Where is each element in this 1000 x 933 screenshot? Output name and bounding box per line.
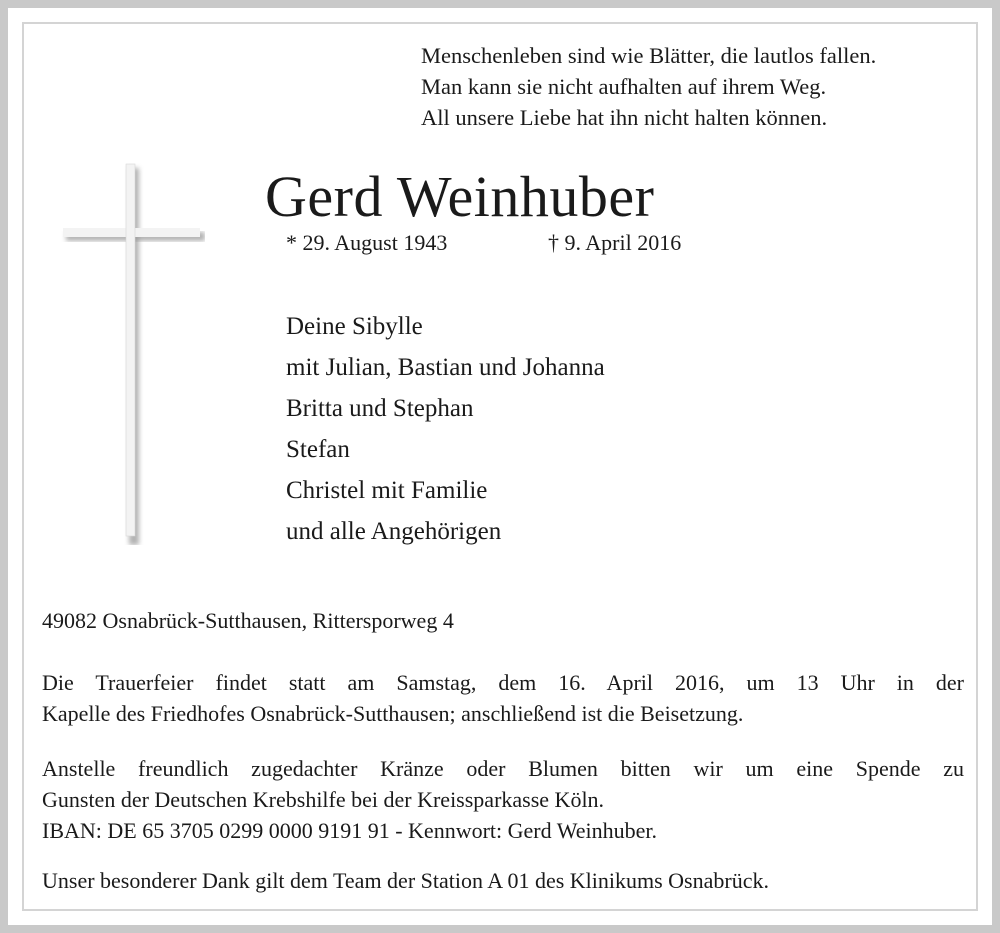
deceased-name: Gerd Weinhuber xyxy=(265,164,655,229)
mourner-line: Christel mit Familie xyxy=(286,477,488,504)
donation-line: IBAN: DE 65 3705 0299 0000 9191 91 - Kennwort: Gerd Weinhuber. xyxy=(42,818,657,843)
address: 49082 Osnabrück-Sutthausen, Rittersporweg 4 xyxy=(42,608,454,633)
mourner-line: Stefan xyxy=(286,436,350,463)
birth-date: * 29. August 1943 xyxy=(286,230,448,255)
thanks-note xyxy=(42,865,964,896)
thanks-line: Unser besonderer Dank gilt dem Team der Station A 01 des Klinikums Osnabrück. xyxy=(42,868,769,893)
donation-line: Anstelle freundlich zugedachter Kränze oder Blumen bitten wir um eine Spende zu xyxy=(42,756,964,781)
mourner-line: mit Julian, Bastian und Johanna xyxy=(286,354,605,381)
funeral-line: Die Trauerfeier findet statt am Samstag, dem 16. April 2016, um 13 Uhr in der xyxy=(42,670,964,695)
poem-line: All unsere Liebe hat ihn nicht halten können. xyxy=(421,105,828,130)
mourners-list xyxy=(286,306,605,552)
donation-notice xyxy=(42,753,964,846)
death-date: † 9. April 2016 xyxy=(548,230,682,255)
funeral-line: Kapelle des Friedhofes Osnabrück-Sutthausen; anschließend ist die Beisetzung. xyxy=(42,701,744,726)
mourner-line: und alle Angehörigen xyxy=(286,518,502,545)
poem-line: Man kann sie nicht aufhalten auf ihrem Weg. xyxy=(421,74,827,99)
funeral-notice xyxy=(42,667,964,729)
poem xyxy=(421,40,981,133)
donation-line: Gunsten der Deutschen Krebshilfe bei der Kreissparkasse Köln. xyxy=(42,787,605,812)
mourner-line: Britta und Stephan xyxy=(286,395,474,422)
poem-line: Menschenleben sind wie Blätter, die lautlos fallen. xyxy=(421,43,877,68)
cross-icon xyxy=(60,160,205,545)
mourner-line: Deine Sibylle xyxy=(286,313,423,340)
